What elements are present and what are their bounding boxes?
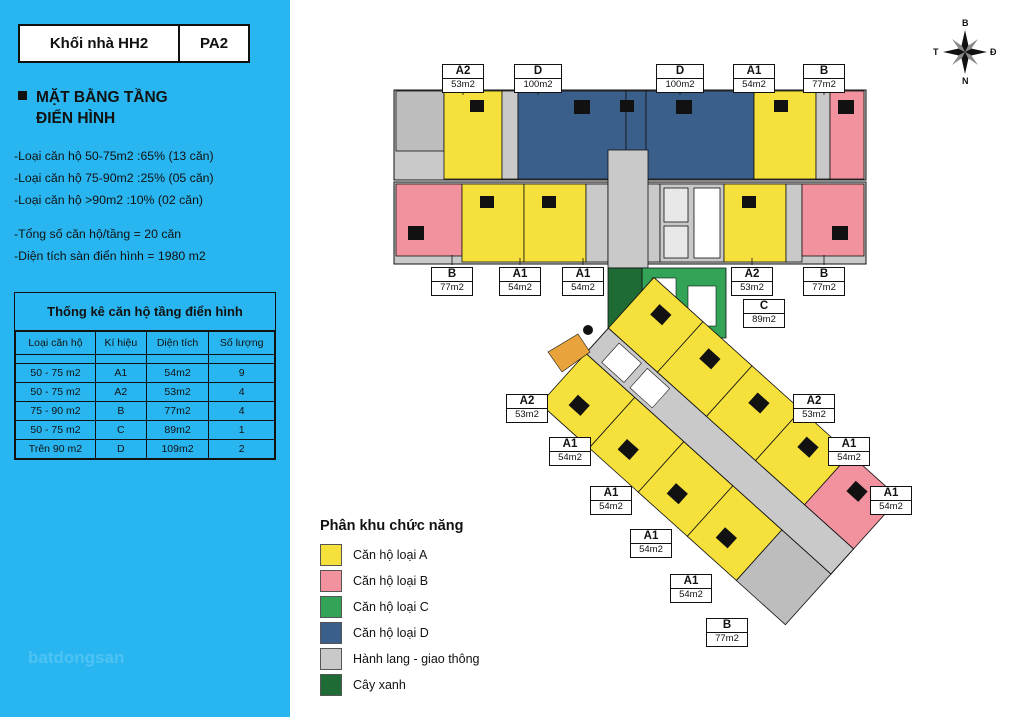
unit-code: A2 [794, 395, 834, 409]
unit-area: 54m2 [742, 79, 766, 91]
unit-code: D [657, 65, 703, 79]
floor-plan [290, 0, 1014, 717]
table-cell: 50 - 75 m2 [16, 421, 96, 440]
unit-area: 54m2 [879, 501, 903, 513]
unit-tag-a2 [731, 267, 773, 296]
unit-tag-a1 [870, 486, 912, 515]
table-cell: 77m2 [146, 402, 209, 421]
option-name: PA2 [200, 35, 229, 52]
unit-tag-c [743, 299, 785, 328]
floor-plan-drawing [290, 0, 1014, 717]
unit-area: 77m2 [715, 633, 739, 645]
unit-code: B [804, 268, 844, 282]
table-cell: 89m2 [146, 421, 209, 440]
unit-code: A1 [550, 438, 590, 452]
table-cell: A2 [95, 383, 146, 402]
legend-title: Phân khu chức năng [320, 518, 464, 534]
table-header-cell: Kí hiệu [95, 332, 146, 355]
watermark: batdongsan [28, 648, 125, 667]
unit-code: C [744, 300, 784, 314]
unit-tag-b [803, 267, 845, 296]
table-caption: Thống kê căn hộ tầng điển hình [15, 293, 275, 331]
unit-area: 89m2 [752, 314, 776, 326]
table-cell: 4 [209, 383, 275, 402]
unit-code: A1 [871, 487, 911, 501]
legend-item-label: Căn hộ loại A [353, 547, 428, 562]
unit-area: 54m2 [679, 589, 703, 601]
apartment-ratio-stats [14, 146, 284, 212]
unit-code: A1 [631, 530, 671, 544]
unit-tag-a2 [793, 394, 835, 423]
compass-north-label: B [962, 18, 969, 28]
unit-tag-a1 [670, 574, 712, 603]
table-row [16, 402, 275, 421]
table-cell: 50 - 75 m2 [16, 364, 96, 383]
unit-area: 100m2 [523, 79, 553, 91]
unit-code: B [432, 268, 472, 282]
block-name: Khối nhà HH2 [20, 26, 180, 61]
unit-area: 77m2 [812, 282, 836, 294]
legend-item-label: Căn hộ loại B [353, 573, 429, 588]
table-row [16, 383, 275, 402]
table-cell: Trên 90 m2 [16, 440, 96, 459]
title-block [18, 24, 250, 63]
unit-tag-a1 [590, 486, 632, 515]
table-cell: B [95, 402, 146, 421]
unit-tag-b [803, 64, 845, 93]
unit-code: A2 [507, 395, 547, 409]
plan-top-wing [394, 90, 866, 268]
unit-area: 53m2 [515, 409, 539, 421]
unit-code: A2 [732, 268, 772, 282]
unit-area: 100m2 [665, 79, 695, 91]
table-cell: 4 [209, 402, 275, 421]
stat-line: -Loại căn hộ 50-75m2 :65% (13 căn) [14, 149, 214, 163]
unit-tag-a1 [499, 267, 541, 296]
info-sidebar [0, 0, 290, 717]
unit-tag-a1 [828, 437, 870, 466]
legend-item-label: Căn hộ loại C [353, 599, 429, 614]
table-cell: 53m2 [146, 383, 209, 402]
stat-line: -Tổng số căn hộ/tầng = 20 căn [14, 227, 182, 241]
legend-item-label: Cây xanh [353, 677, 406, 692]
unit-tag-a1 [630, 529, 672, 558]
unit-area: 54m2 [558, 452, 582, 464]
unit-code: B [707, 619, 747, 633]
unit-code: A1 [671, 575, 711, 589]
unit-tag-a1 [733, 64, 775, 93]
table-cell: 54m2 [146, 364, 209, 383]
unit-area: 54m2 [599, 501, 623, 513]
compass-east-label: Đ [990, 47, 997, 57]
unit-code: A1 [563, 268, 603, 282]
unit-area: 53m2 [740, 282, 764, 294]
table-row [16, 440, 275, 459]
stat-line: -Diện tích sàn điển hình = 1980 m2 [14, 248, 206, 263]
unit-code: A1 [829, 438, 869, 452]
stat-line: -Loại căn hộ 75-90m2 :25% (05 căn) [14, 170, 214, 185]
unit-tag-b [706, 618, 748, 647]
unit-area: 53m2 [802, 409, 826, 421]
unit-tag-a2 [442, 64, 484, 93]
square-bullet-icon [18, 91, 27, 100]
table [15, 331, 275, 459]
floor-summary-stats [14, 224, 284, 268]
table-row [16, 364, 275, 383]
unit-area: 77m2 [812, 79, 836, 91]
page-title [18, 88, 268, 130]
unit-code: A1 [500, 268, 540, 282]
unit-tag-d [514, 64, 562, 93]
compass-west-label: T [933, 47, 939, 57]
table-cell: 75 - 90 m2 [16, 402, 96, 421]
table-cell: 9 [209, 364, 275, 383]
table-header-cell: Loại căn hộ [16, 332, 96, 355]
unit-area: 54m2 [837, 452, 861, 464]
table-row [16, 421, 275, 440]
unit-area: 54m2 [508, 282, 532, 294]
unit-area: 77m2 [440, 282, 464, 294]
unit-tag-a2 [506, 394, 548, 423]
compass-south-label: N [962, 76, 969, 86]
unit-code: D [515, 65, 561, 79]
table-header-cell: Số lượng [209, 332, 275, 355]
table-cell: D [95, 440, 146, 459]
legend-item-label: Hành lang - giao thông [353, 651, 480, 666]
table-spacer-row [16, 355, 275, 364]
table-cell: 50 - 75 m2 [16, 383, 96, 402]
table-cell: 1 [209, 421, 275, 440]
unit-tag-b [431, 267, 473, 296]
apartment-statistics-table [14, 292, 276, 460]
unit-code: A1 [591, 487, 631, 501]
unit-area: 53m2 [451, 79, 475, 91]
unit-code: A2 [443, 65, 483, 79]
unit-code: B [804, 65, 844, 79]
page-title-line2: ĐIỂN HÌNH [36, 109, 116, 127]
unit-tag-a1 [549, 437, 591, 466]
table-cell: 109m2 [146, 440, 209, 459]
unit-area: 54m2 [571, 282, 595, 294]
unit-code: A1 [734, 65, 774, 79]
table-header-row [16, 332, 275, 355]
unit-tag-d [656, 64, 704, 93]
table-cell: 2 [209, 440, 275, 459]
stat-line: -Loại căn hộ >90m2 :10% (02 căn) [14, 192, 204, 207]
unit-area: 54m2 [639, 544, 663, 556]
unit-tag-a1 [562, 267, 604, 296]
page-title-line1: MẶT BẰNG TẦNG [36, 89, 168, 106]
table-cell: A1 [95, 364, 146, 383]
table-header-cell: Diện tích [146, 332, 209, 355]
legend-item-label: Căn hộ loại D [353, 625, 429, 640]
table-cell: C [95, 421, 146, 440]
